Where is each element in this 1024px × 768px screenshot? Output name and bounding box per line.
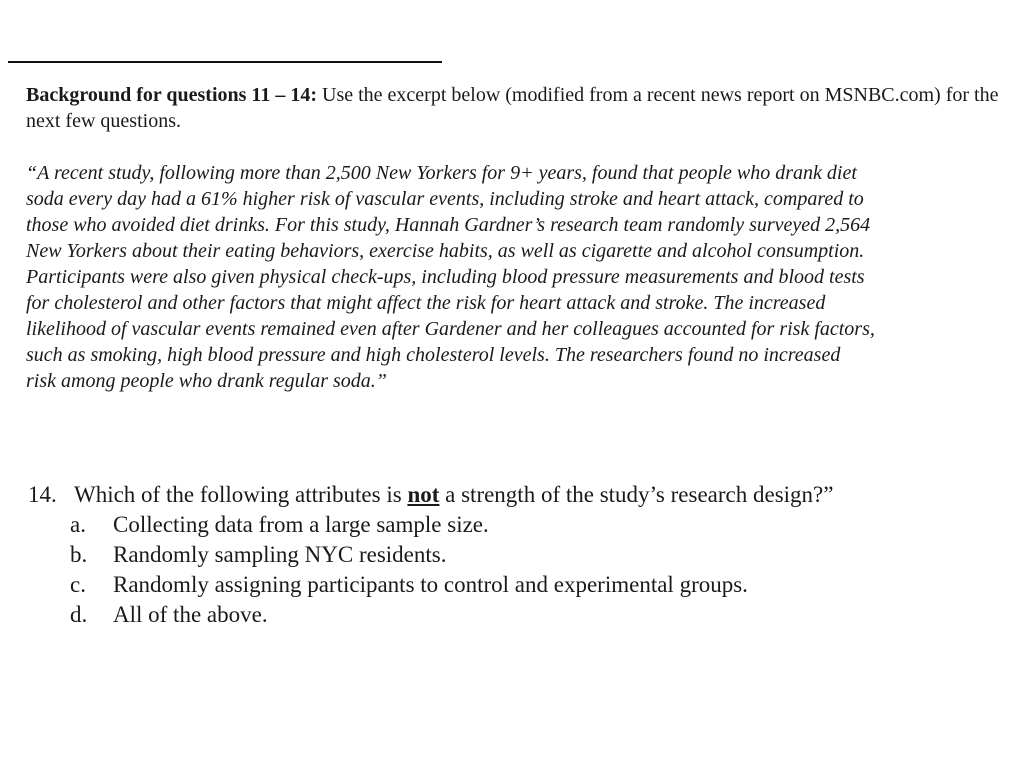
choice-text: Randomly sampling NYC residents. bbox=[113, 542, 447, 567]
excerpt-line: likelihood of vascular events remained even after Gardener and her colleagues accounted for risk factors, bbox=[26, 318, 875, 340]
answer-choice-a bbox=[70, 510, 998, 540]
excerpt-line: Participants were also given physical check-ups, including blood pressure measurements and blood tests bbox=[26, 266, 865, 288]
answer-choice-d bbox=[70, 600, 998, 630]
excerpt-line: “A recent study, following more than 2,500 New Yorkers for 9+ years, found that people who drank diet bbox=[26, 162, 857, 184]
background-text: Use the excerpt below (modified from a recent news report on MSNBC.com) for the next few questions. bbox=[26, 84, 999, 132]
excerpt-line: risk among people who drank regular soda.” bbox=[26, 370, 387, 392]
choice-letter: c. bbox=[70, 572, 86, 597]
background-paragraph bbox=[26, 82, 1011, 134]
choice-text: All of the above. bbox=[113, 602, 268, 627]
excerpt-line: for cholesterol and other factors that might affect the risk for heart attack and stroke. The increased bbox=[26, 292, 826, 314]
question-stem-emphasis: not bbox=[407, 482, 440, 507]
choice-letter: b. bbox=[70, 542, 88, 567]
question-stem-after: a strength of the study’s research design?” bbox=[445, 482, 834, 507]
excerpt-line: soda every day had a 61% higher risk of vascular events, including stroke and heart attack, compared to bbox=[26, 188, 864, 210]
question-14 bbox=[28, 480, 998, 630]
choice-text: Randomly assigning participants to control and experimental groups. bbox=[113, 572, 748, 597]
study-excerpt bbox=[26, 160, 1011, 394]
top-rule bbox=[8, 61, 442, 63]
question-number: 14. bbox=[28, 482, 57, 507]
excerpt-line: such as smoking, high blood pressure and high cholesterol levels. The researchers found no increased bbox=[26, 344, 841, 366]
background-heading: Background for questions 11 – 14: bbox=[26, 84, 317, 106]
excerpt-line: New Yorkers about their eating behaviors, exercise habits, as well as cigarette and alcohol consumption. bbox=[26, 240, 865, 262]
answer-choice-b bbox=[70, 540, 998, 570]
answer-choice-c bbox=[70, 570, 998, 600]
question-stem-before: Which of the following attributes is bbox=[74, 482, 402, 507]
choice-text: Collecting data from a large sample size. bbox=[113, 512, 489, 537]
question-stem bbox=[28, 480, 998, 510]
excerpt-line: those who avoided diet drinks. For this study, Hannah Gardner’s research team randomly surveyed 2,564 bbox=[26, 214, 871, 236]
choice-letter: d. bbox=[70, 602, 88, 627]
choice-letter: a. bbox=[70, 512, 86, 537]
